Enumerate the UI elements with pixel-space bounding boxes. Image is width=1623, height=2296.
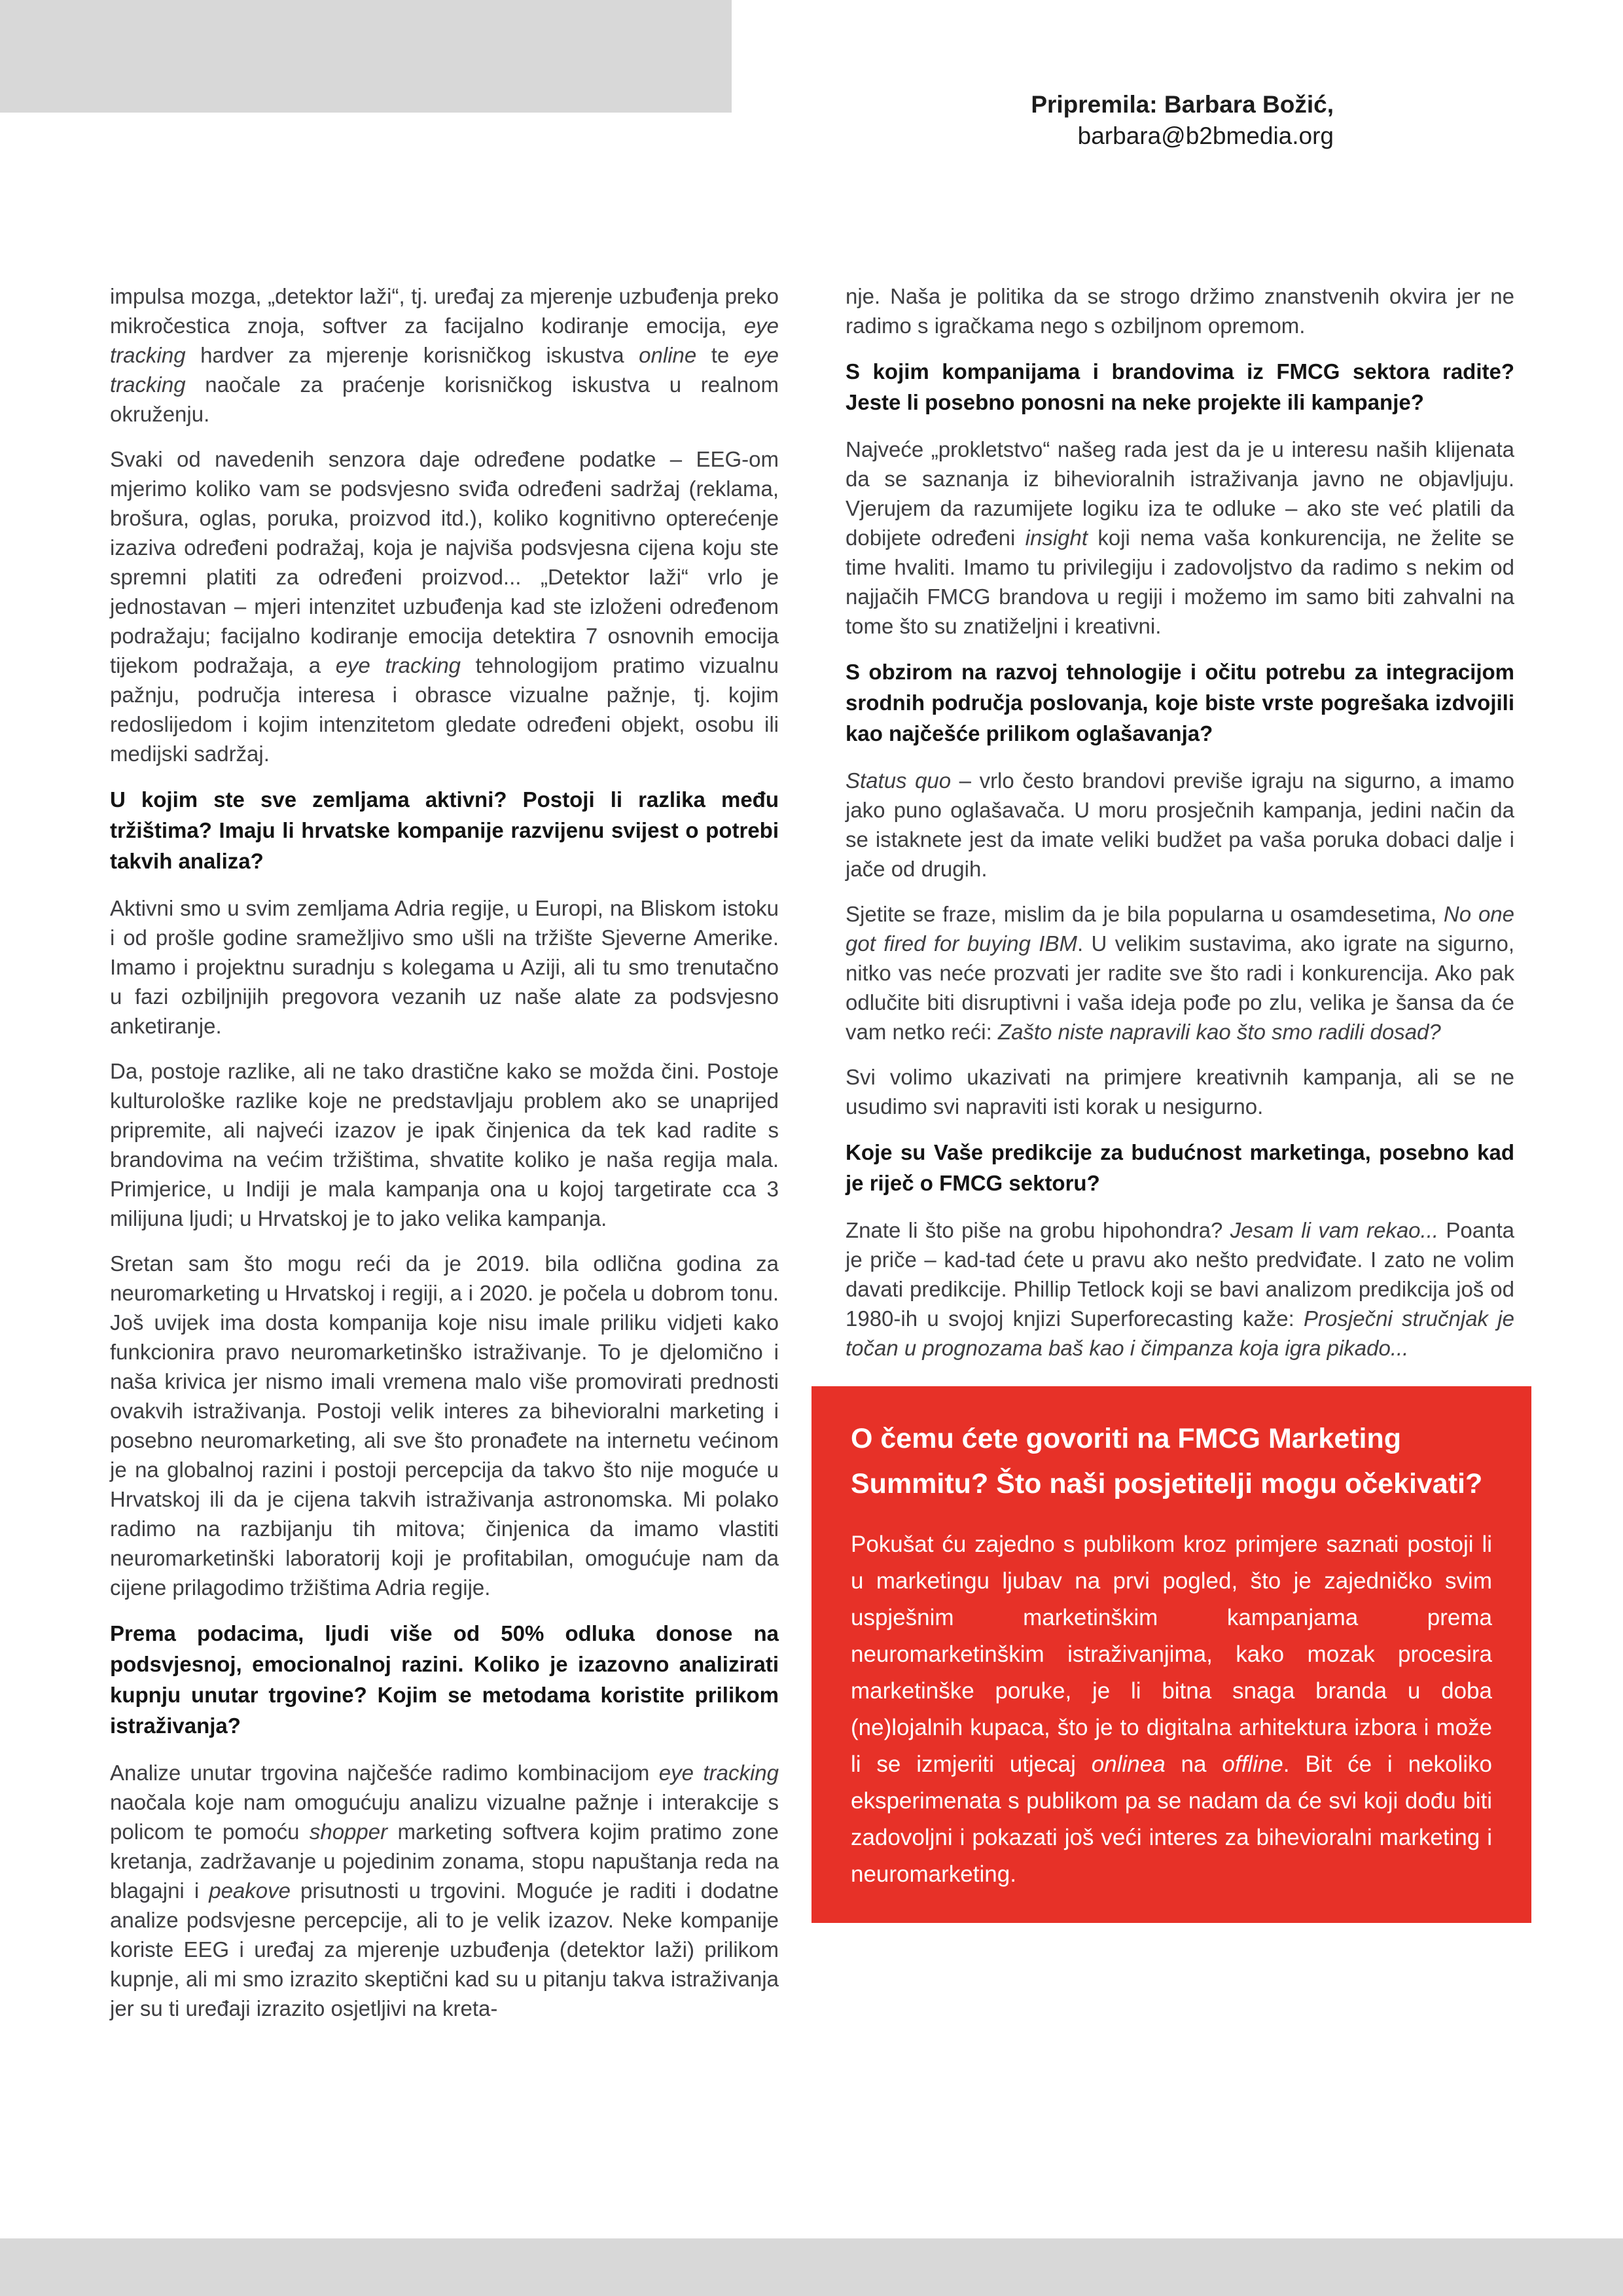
byline-author: Pripremila: Barbara Božić, <box>1031 91 1334 118</box>
highlight-callout-box <box>812 1386 1531 1923</box>
interview-question: S kojim kompanijama i brandovima iz FMCG sektora radite? Jeste li posebno ponosni na neke projekte ili kampanje? <box>846 359 1514 414</box>
paragraph: Najveće „prokletstvo“ našeg rada jest da je u interesu naših klijenata da se saznanja iz bihevioralnih istraživanja javno ne objavljuju. Vjerujem da razumijete logiku iza te odluke – ako ste već platili da dobijete određeni insight koji nema vaša konkurencija, ne želite se time hvaliti. Imamo tu privilegiju i zadovoljstvo da radimo s nekim od najjačih FMCG brandova u regiji i možemo im samo biti zahvalni na tome što su znatiželjni i kreativni. <box>846 437 1514 638</box>
right-column-wrapper <box>812 281 1531 1923</box>
paragraph: Svaki od navedenih senzora daje određene podatke – EEG-om mjerimo koliko vam se podsvjesno sviđa određeni sadržaj (reklama, brošura, oglas, poruka, proizvod itd.), koliko kognitivno opterećenje izaziva određeni podražaj, koja je najviša podsvjesna cijena koju ste spremni platiti za određeni proizvod... „Detektor laži“ vrlo je jednostavan – mjeri intenzitet uzbuđenja kad ste izloženi određenom podražaju; facijalno kodiranje emocija detektira 7 osnovnih emocija tijekom podražaja, a eye tracking tehnologijom pratimo vizualnu pažnju, područja interesa i obrasce vizualne pažnje, tj. kojim redoslijedom i kojim intenzitetom gledate određeni objekt, osobu ili medijski sadržaj. <box>110 447 779 766</box>
paragraph: Svi volimo ukazivati na primjere kreativnih kampanja, ali se ne usudimo svi napraviti isti korak u nesigurno. <box>846 1065 1514 1119</box>
top-gray-band <box>0 0 732 113</box>
interview-question: U kojim ste sve zemljama aktivni? Postoji li razlika među tržištima? Imaju li hrvatske kompanije razvijenu svijest o potrebi takvih analiza? <box>110 787 779 873</box>
interview-question: Koje su Vaše predikcije za budućnost marketinga, posebno kad je riječ o FMCG sektoru? <box>846 1140 1514 1195</box>
paragraph: Sjetite se fraze, mislim da je bila popularna u osamdesetima, No one got fired for buying IBM. U velikim sustavima, ako igrate na sigurno, nitko vas neće prozvati jer radite sve što radi i konkurencija. Ako pak odlučite biti disruptivni i vaša ideja pođe po zlu, velika je šansa da će vam netko reći: Zašto niste napravili kao što smo radili dosad? <box>846 902 1514 1044</box>
paragraph: impulsa mozga, „detektor laži“, tj. uređaj za mjerenje uzbuđenja preko mikročestica znoja, softver za facijalno kodiranje emocija, eye tracking hardver za mjerenje korisničkog iskustva online te eye tracking naočale za praćenje korisničkog iskustva u realnom okruženju. <box>110 284 779 426</box>
paragraph: nje. Naša je politika da se strogo držimo znanstvenih okvira jer ne radimo s igračkama nego s ozbiljnom opremom. <box>846 284 1514 338</box>
interview-question: S obzirom na razvoj tehnologije i očitu potrebu za integracijom srodnih područja poslovanja, koje biste vrste pogrešaka izdvojili kao najčešće prilikom oglašavanja? <box>846 660 1514 745</box>
byline-email: barbara@b2bmedia.org <box>1077 122 1334 149</box>
callout-body: Pokušat ću zajedno s publikom kroz primjere saznati postoji li u marketingu ljubav na prvi pogled, što je zajedničko svim uspješnim marketinškim kampanjama prema neuromarketinškim istraživanjima, kako mozak procesira marketinške poruke, je li bitna snaga branda u doba (ne)lojalnih kupaca, što je to digitalna arhitektura izbora i može li se izmjeriti utjecaj onlinea na offline. Bit će i nekoliko eksperimenata s publikom pa se nadam da će svi koji dođu biti zadovoljni i pokazati još veći interes za bihevioralni marketing i neuromarketing. <box>851 1531 1492 1887</box>
paragraph: Znate li što piše na grobu hipohondra? Jesam li vam rekao... Poanta je priče – kad-tad ćete u pravu ako nešto predviđate. I zato ne volim davati predikcije. Phillip Tetlock koji se bavi analizom predikcija još od 1980-ih u svojoj knjizi Superforecasting kaže: Prosječni stručnjak je točan u prognozama baš kao i čimpanza koja igra pikado... <box>846 1218 1514 1360</box>
right-text-column <box>846 281 1514 1363</box>
paragraph: Da, postoje razlike, ali ne tako drastične kako se možda čini. Postoje kulturološke razlike koje ne predstavljaju problem ako se unaprijed pripremite, ali najveći izazov je ipak činjenica da tek kad radite s brandovima na većim tržištima, shvatite koliko je naša regija mala. Primjerice, u Indiji je mala kampanja ona u kojoj targetirate cca 3 milijuna ljudi; u Hrvatskoj je to jako velika kampanja. <box>110 1059 779 1230</box>
bottom-gray-band <box>0 2238 1623 2296</box>
left-text-column <box>110 281 779 2039</box>
byline <box>1031 89 1334 152</box>
paragraph: Sretan sam što mogu reći da je 2019. bila odlična godina za neuromarketing u Hrvatskoj i regiji, a i 2020. je počela u dobrom tonu. Još uvijek ima dosta kompanija koje nisu imale priliku vidjeti kako funkcionira pravo neuromarketinško istraživanje. To je djelomično i naša krivica jer nismo imali vremena malo više promovirati prednosti ovakvih istraživanja. Postoji velik interes za bihevioralni marketing i posebno neuromarketing, ali sve što pronađete na internetu većinom je na globalnoj razini i postoji percepcija da takvo što nije moguće u Hrvatskoj ili da je cijena takvih istraživanja astronomska. Mi polako radimo na razbijanju tih mitova; činjenica da imamo vlastiti neuromarketinški laboratorij koji je profitabilan, omogućuje nam da cijene prilagodimo tržištima Adria regije. <box>110 1251 779 1600</box>
paragraph: Analize unutar trgovina najčešće radimo kombinacijom eye tracking naočala koje nam omogućuju analizu vizualne pažnje i interakcije s policom te pomoću shopper marketing softvera kojim pratimo zone kretanja, zadržavanje u pojedinim zonama, stopu napuštanja reda na blagajni i peakove prisutnosti u trgovini. Moguće je raditi i dodatne analize podsvjesne percepcije, ali to je velik izazov. Neke kompanije koriste EEG i uređaj za mjerenje uzbuđenja (detektor laži) prilikom kupnje, ali mi smo izrazito skeptični kad su u pitanju takva istraživanja jer su ti uređaji izrazito osjetljivi na kreta- <box>110 1761 779 2020</box>
callout-title: O čemu ćete govoriti na FMCG Marketing Summitu? Što naši posjetitelji mogu očekivati? <box>851 1423 1483 1499</box>
paragraph: Status quo – vrlo često brandovi previše igraju na sigurno, a imamo jako puno oglašavača. U moru prosječnih kampanja, jedini način da se istaknete jest da imate veliki budžet pa vaša poruka dobaci dalje i jače od drugih. <box>846 768 1515 881</box>
paragraph: Aktivni smo u svim zemljama Adria regije, u Europi, na Bliskom istoku i od prošle godine sramežljivo smo ušli na tržište Sjeverne Amerike. Imamo i projektnu suradnju s kolegama u Aziji, ali tu smo trenutačno u fazi ozbiljnijih pregovora vezanih uz naše alate za podsvjesno anketiranje. <box>110 896 779 1038</box>
interview-question: Prema podacima, ljudi više od 50% odluka donose na podsvjesnoj, emocionalnoj razini. Koliko je izazovno analizirati kupnju unutar trgovine? Kojim se metodama koristite prilikom istraživanja? <box>110 1621 779 1738</box>
